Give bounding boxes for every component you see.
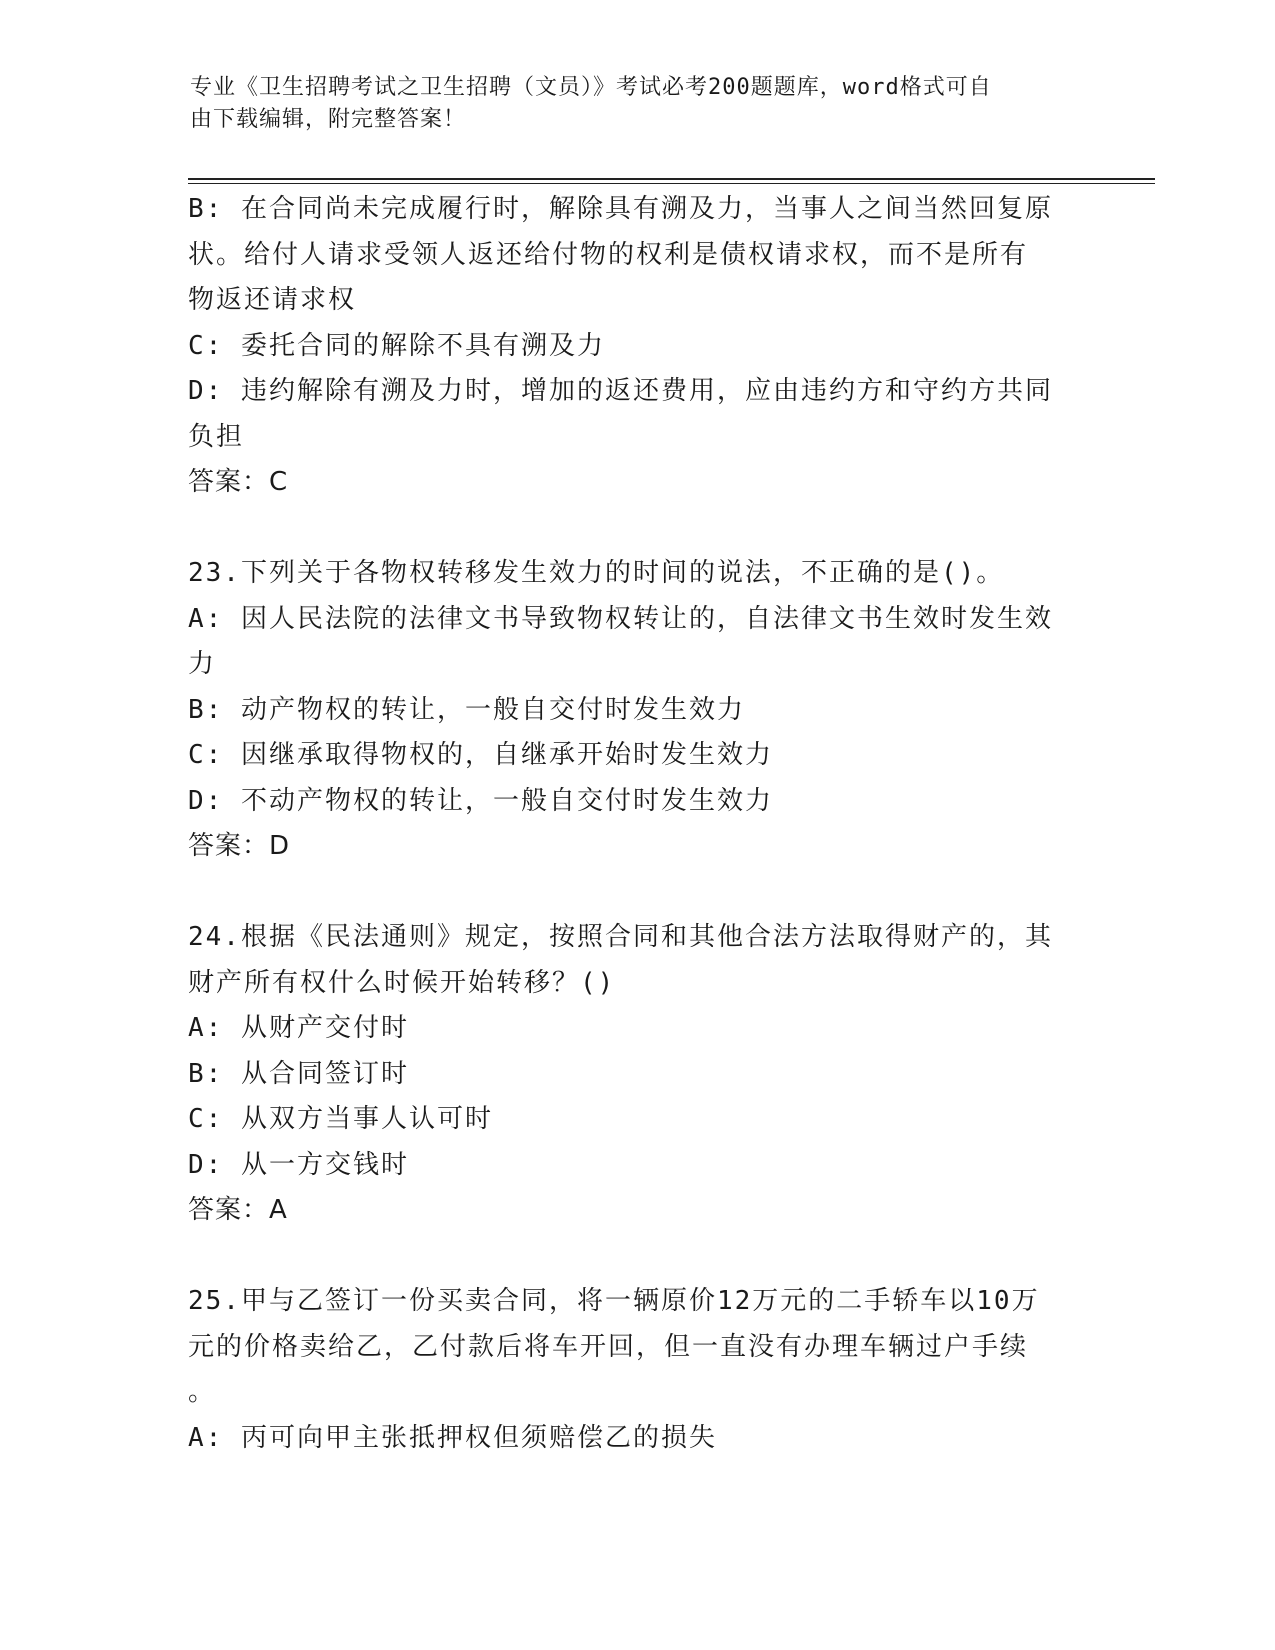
question-stem-line-1: 25.甲与乙签订一份买卖合同，将一辆原价12万元的二手轿车以10万 xyxy=(188,1286,1040,1316)
option-b: B: 从合同签订时 xyxy=(188,1058,409,1089)
option-d-line-2: 负担 xyxy=(188,421,245,452)
spacer xyxy=(188,506,1088,552)
question-stem-line-2: 元的价格卖给乙，乙付款后将车开回，但一直没有办理车辆过户手续 xyxy=(188,1331,1029,1362)
spacer xyxy=(188,870,1088,916)
question-stem-line-1: 24.根据《民法通则》规定，按照合同和其他合法方法取得财产的，其 xyxy=(188,922,1053,952)
question-stem: 23.下列关于各物权转移发生效力的时间的说法，不正确的是()。 xyxy=(188,558,1005,588)
option-d: D: 从一方交钱时 xyxy=(188,1149,409,1180)
answer: 答案：C xyxy=(188,467,289,497)
question-24 xyxy=(188,915,1088,1234)
answer: 答案：A xyxy=(188,1195,288,1225)
option-a: A: 丙可向甲主张抵押权但须赔偿乙的损失 xyxy=(188,1422,717,1453)
option-d: D: 不动产物权的转让，一般自交付时发生效力 xyxy=(188,785,773,816)
option-b: B: 动产物权的转让，一般自交付时发生效力 xyxy=(188,694,745,725)
question-25 xyxy=(188,1279,1088,1461)
option-b-line-3: 物返还请求权 xyxy=(188,285,357,315)
question-23 xyxy=(188,551,1088,870)
option-a-line-2: 力 xyxy=(188,649,217,679)
option-a-line-1: A: 因人民法院的法律文书导致物权转让的，自法律文书生效时发生效 xyxy=(188,603,1053,634)
document-body xyxy=(188,187,1088,1461)
option-c: C: 从双方当事人认可时 xyxy=(188,1104,493,1134)
previous-question-tail xyxy=(188,187,1088,506)
header-line-2: 由下载编辑，附完整答案！ xyxy=(190,107,467,132)
question-stem-line-2: 财产所有权什么时候开始转移？() xyxy=(188,967,616,998)
question-stem-line-3: 。 xyxy=(188,1377,217,1407)
option-d-line-1: D: 违约解除有溯及力时，增加的返还费用，应由违约方和守约方共同 xyxy=(188,376,1053,406)
document-header xyxy=(190,72,1070,136)
header-divider-thin xyxy=(188,183,1155,184)
spacer xyxy=(188,1234,1088,1280)
header-line-1: 专业《卫生招聘考试之卫生招聘（文员）》考试必考200题题库，word格式可自 xyxy=(190,75,992,100)
header-divider-thick xyxy=(188,178,1155,180)
option-a: A: 从财产交付时 xyxy=(188,1013,409,1043)
option-c: C: 因继承取得物权的，自继承开始时发生效力 xyxy=(188,740,773,770)
option-b-line-2: 状。给付人请求受领人返还给付物的权利是债权请求权，而不是所有 xyxy=(188,239,1029,270)
answer: 答案：D xyxy=(188,831,291,861)
option-c: C: 委托合同的解除不具有溯及力 xyxy=(188,330,605,361)
option-b-line-1: B: 在合同尚未完成履行时，解除具有溯及力，当事人之间当然回复原 xyxy=(188,194,1053,224)
